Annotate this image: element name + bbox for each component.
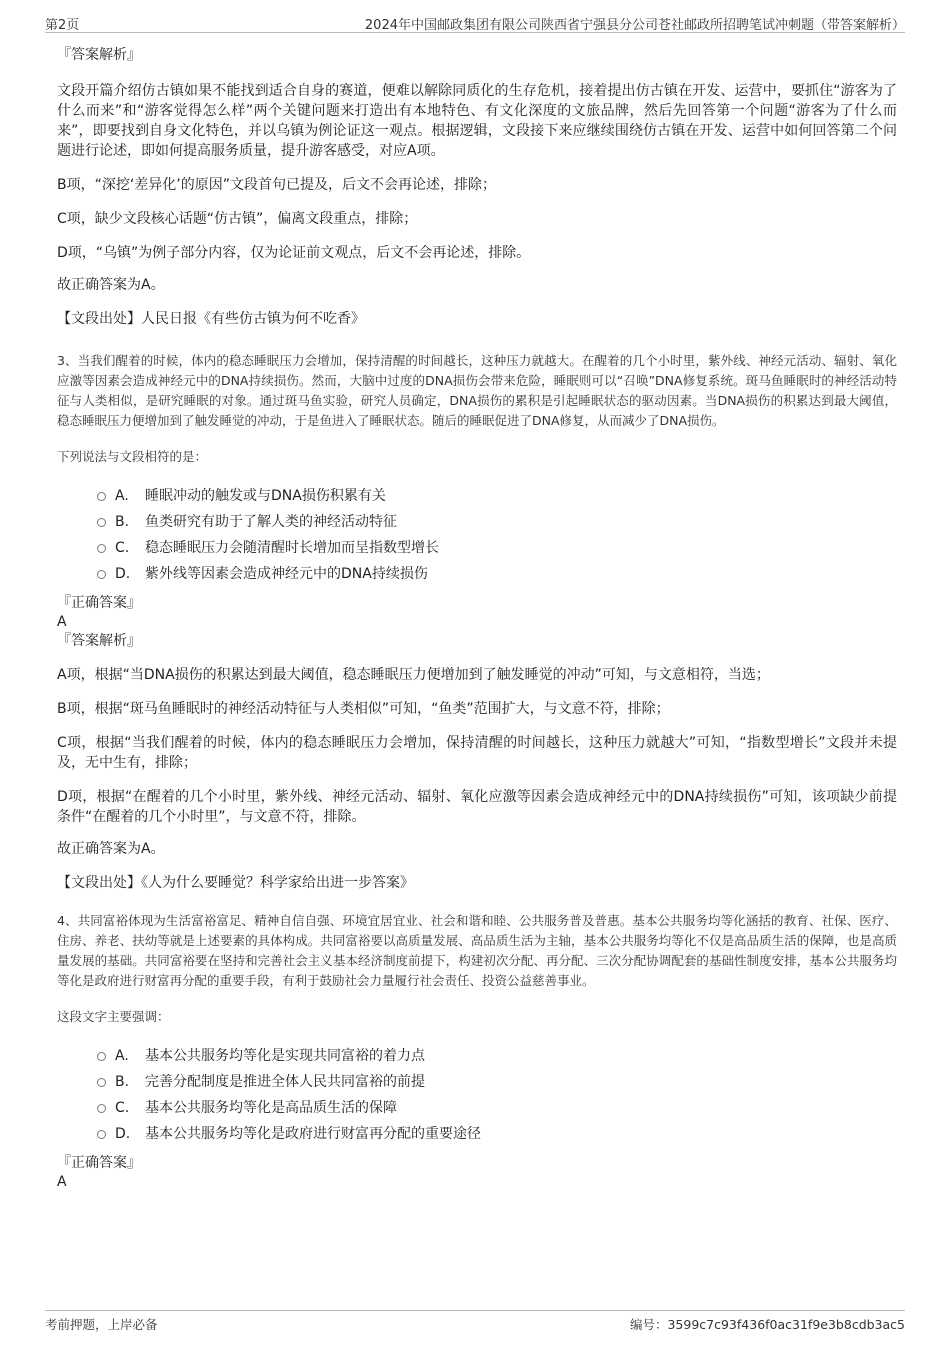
analysis-option-d: D项，“乌镇”为例子部分内容，仅为论证前文观点，后文不会再论述，排除。: [57, 245, 531, 261]
page-number: 第2页: [45, 18, 80, 33]
analysis-option-c: C项，缺少文段核心话题“仿古镇”，偏离文段重点，排除；: [57, 211, 418, 227]
radio-button[interactable]: [97, 492, 106, 501]
question-3-options: [57, 483, 897, 587]
radio-button[interactable]: [97, 570, 106, 579]
page-content: [57, 45, 897, 1191]
answer-value: A: [57, 1174, 67, 1190]
radio-button[interactable]: [97, 1130, 106, 1139]
option-d[interactable]: D. 基本公共服务均等化是政府进行财富再分配的重要途径: [57, 1121, 897, 1147]
document-title: 2024年中国邮政集团有限公司陕西省宁强县分公司苍社邮政所招聘笔试冲刺题（带答案解析）: [364, 18, 905, 33]
analysis-option-d: D项，根据“在醒着的几个小时里，紫外线、神经元活动、辐射、氧化应激等因素会造成神经元中的DNA持续损伤”可知，该项缺少前提条件“在醒着的几个小时里”，与文意不符，排除。: [57, 789, 897, 825]
analysis-label: 『答案解析』: [57, 633, 141, 649]
radio-button[interactable]: [97, 1052, 106, 1061]
radio-button[interactable]: [97, 1104, 106, 1113]
radio-button[interactable]: [97, 544, 106, 553]
page-footer: [45, 1310, 905, 1335]
analysis-paragraph: 文段开篇介绍仿古镇如果不能找到适合自身的赛道，便难以解除同质化的生存危机，接着提出仿古镇在开发、运营中，要抓住“游客为了什么而来”和“游客觉得怎么样”两个关键问题来打造出有本地特色、有文化深度的文旅品牌，然后先回答第一个问题“游客为了什么而来”，即要找到自身文化特色，并以乌镇为例论证这一观点。根据逻辑，文段接下来应继续围绕仿古镇在开发、运营中如何回答第二个问题进行论述，即如何提高服务质量，提升游客感受，对应A项。: [57, 83, 897, 159]
question-3-passage: 3、当我们醒着的时候，体内的稳态睡眠压力会增加，保持清醒的时间越长，这种压力就越大。在醒着的几个小时里，紫外线、神经元活动、辐射、氧化应激等因素会造成神经元中的DNA持续损伤。然而，大脑中过度的DNA损伤会带来危险，睡眠则可以“召唤”DNA修复系统。斑马鱼睡眠时的神经活动特征与人类相似，是研究睡眠的对象。通过斑马鱼实验，研究人员确定，DNA损伤的累积是引起睡眠状态的驱动因素。当DNA损伤的积累达到最大阈值，稳态睡眠压力便增加到了触发睡觉的冲动，于是鱼进入了睡眠状态。随后的睡眠促进了DNA修复，从而减少了DNA损伤。: [57, 353, 897, 428]
option-a[interactable]: A. 睡眠冲动的触发或与DNA损伤积累有关: [57, 483, 897, 509]
option-d[interactable]: D. 紫外线等因素会造成神经元中的DNA持续损伤: [57, 561, 897, 587]
radio-button[interactable]: [97, 518, 106, 527]
conclusion: 故正确答案为A。: [57, 277, 165, 293]
answer-label: 『正确答案』: [57, 1155, 141, 1171]
document-id: 编号：3599c7c93f436f0ac31f9e3b8cdb3ac5: [629, 1317, 905, 1332]
answer-label: 『正确答案』: [57, 595, 141, 611]
option-b[interactable]: B. 鱼类研究有助于了解人类的神经活动特征: [57, 509, 897, 535]
analysis-option-b: B项，根据“斑马鱼睡眠时的神经活动特征与人类相似”可知，“鱼类”范围扩大，与文意不符，排除；: [57, 701, 670, 717]
analysis-label: 『答案解析』: [57, 47, 141, 63]
page-header: [45, 12, 905, 33]
answer-value: A: [57, 614, 67, 630]
analysis-option-b: B项，“深挖‘差异化’的原因”文段首句已提及，后文不会再论述，排除；: [57, 177, 497, 193]
analysis-option-c: C项，根据“当我们醒着的时候，体内的稳态睡眠压力会增加，保持清醒的时间越长，这种压力就越大”可知，“指数型增长”文段并未提及，无中生有，排除；: [57, 735, 897, 771]
question-4-passage: 4、共同富裕体现为生活富裕富足、精神自信自强、环境宜居宜业、社会和谐和睦、公共服务普及普惠。基本公共服务均等化涵括的教育、社保、医疗、住房、养老、扶幼等就是上述要素的具体构成。共同富裕要以高质量发展、高品质生活为主轴，基本公共服务均等化不仅是高品质生活的保障，也是高质量发展的基础。共同富裕要在坚持和完善社会主义基本经济制度前提下，构建初次分配、再分配、三次分配协调配套的基础性制度安排，基本公共服务均等化是政府进行财富再分配的重要手段，有利于鼓励社会力量履行社会责任、投资公益慈善事业。: [57, 913, 897, 988]
question-3-prompt: 下列说法与文段相符的是：: [57, 449, 208, 464]
source-citation: 【文段出处】《人为什么要睡觉？科学家给出进一步答案》: [57, 875, 414, 891]
footer-slogan: 考前押题，上岸必备: [45, 1317, 158, 1332]
conclusion: 故正确答案为A。: [57, 841, 165, 857]
source-citation: 【文段出处】人民日报《有些仿古镇为何不吃香》: [57, 311, 365, 327]
radio-button[interactable]: [97, 1078, 106, 1087]
question-4-options: [57, 1043, 897, 1147]
analysis-option-a: A项，根据“当DNA损伤的积累达到最大阈值，稳态睡眠压力便增加到了触发睡觉的冲动”可知，与文意相符，当选；: [57, 667, 770, 683]
option-a[interactable]: A. 基本公共服务均等化是实现共同富裕的着力点: [57, 1043, 897, 1069]
option-c[interactable]: C. 稳态睡眠压力会随清醒时长增加而呈指数型增长: [57, 535, 897, 561]
question-4-prompt: 这段文字主要强调：: [57, 1009, 170, 1024]
option-b[interactable]: B. 完善分配制度是推进全体人民共同富裕的前提: [57, 1069, 897, 1095]
option-c[interactable]: C. 基本公共服务均等化是高品质生活的保障: [57, 1095, 897, 1121]
